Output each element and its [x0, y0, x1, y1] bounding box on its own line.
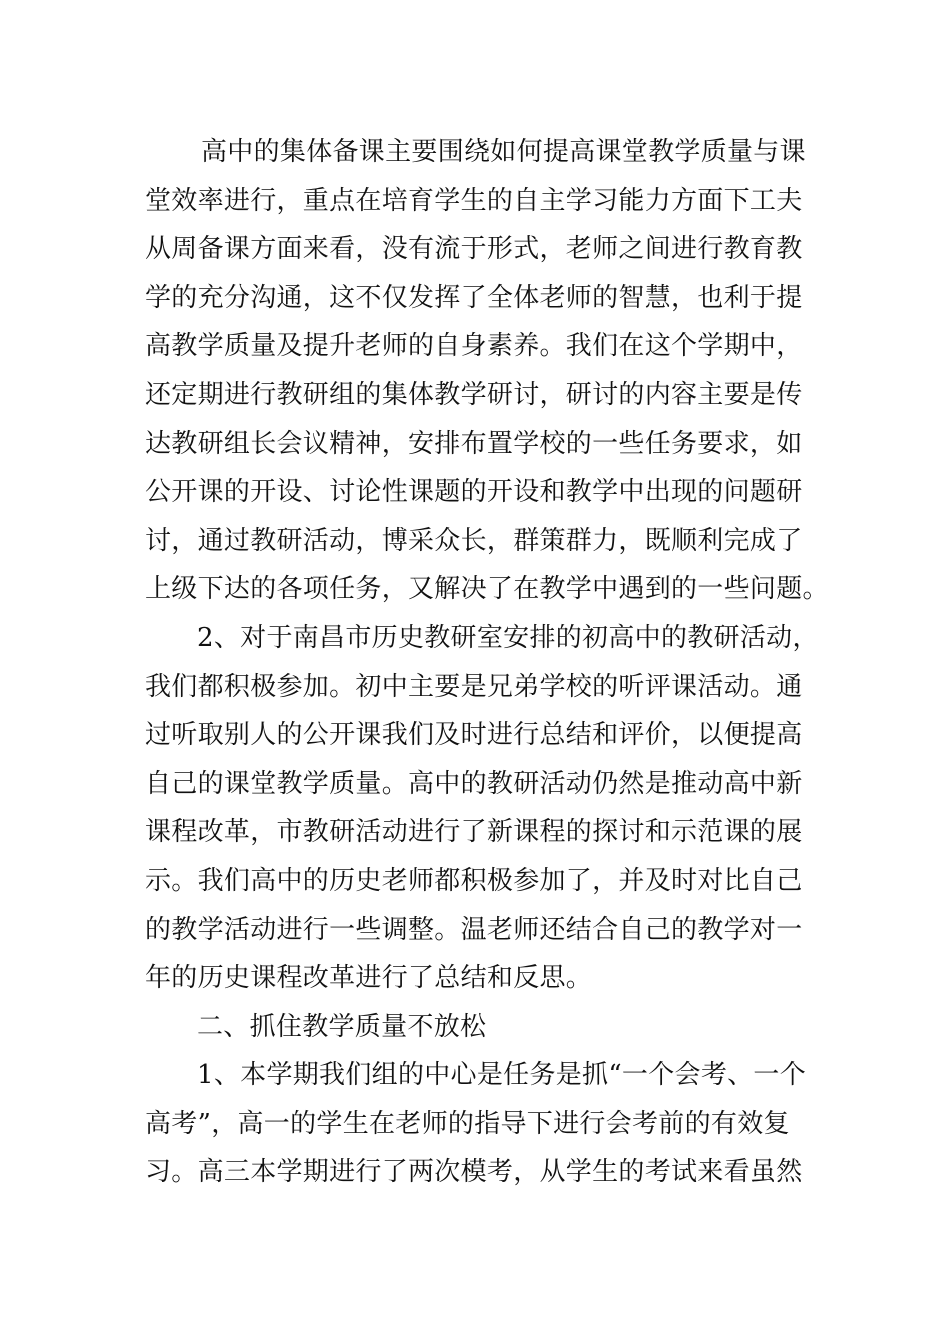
section-heading-text: 二、抓住教学质量不放松 — [197, 1011, 487, 1042]
text-line: 的教学活动进行一些调整。温老师还结合自己的教学对一 — [145, 914, 803, 945]
paragraph-exam-focus — [145, 1051, 815, 1197]
text-line: 我们都积极参加。初中主要是兄弟学校的听评课活动。通 — [145, 671, 803, 702]
text-line: 堂效率进行，重点在培育学生的自主学习能力方面下工夫 — [145, 185, 803, 216]
text-line: 高中的集体备课主要围绕如何提高课堂教学质量与课 — [201, 137, 806, 167]
paragraph-nanchang-research-activities — [145, 614, 819, 1003]
text-line: 达教研组长会议精神，安排布置学校的一些任务要求，如 — [145, 428, 803, 459]
text-line: 2、对于南昌市历史教研室安排的初高中的教研活动， — [197, 622, 819, 653]
text-line: 学的充分沟通，这不仅发挥了全体老师的智慧，也利于提 — [145, 282, 803, 313]
text-line: 示。我们高中的历史老师都积极参加了，并及时对比自己 — [145, 865, 803, 896]
text-line: 讨，通过教研活动，博采众长，群策群力，既顺利完成了 — [145, 525, 803, 556]
text-line: 1、本学期我们组的中心是任务是抓“一个会考、一个 — [197, 1060, 807, 1091]
document-body — [145, 128, 829, 1197]
text-line: 还定期进行教研组的集体教学研讨，研讨的内容主要是传 — [145, 379, 803, 410]
section-heading-teaching-quality — [145, 1003, 815, 1052]
text-line: 年的历史课程改革进行了总结和反思。 — [145, 963, 593, 994]
text-line: 高考”，高一的学生在老师的指导下进行会考前的有效复 — [145, 1108, 790, 1139]
text-line: 公开课的开设、讨论性课题的开设和教学中出现的问题研 — [145, 477, 803, 508]
text-line: 习。高三本学期进行了两次模考，从学生的考试来看虽然 — [145, 1157, 803, 1188]
text-line: 从周备课方面来看，没有流于形式，老师之间进行教育教 — [145, 234, 803, 265]
text-line: 课程改革，市教研活动进行了新课程的探讨和示范课的展 — [145, 817, 803, 848]
text-line: 上级下达的各项任务，又解决了在教学中遇到的一些问题。 — [145, 574, 829, 605]
text-line: 自己的课堂教学质量。高中的教研活动仍然是推动高中新 — [145, 768, 803, 799]
text-line: 高教学质量及提升老师的自身素养。我们在这个学期中， — [145, 331, 803, 362]
text-line: 过听取别人的公开课我们及时进行总结和评价，以便提高 — [145, 720, 803, 751]
paragraph-collective-lesson-prep — [145, 128, 829, 614]
